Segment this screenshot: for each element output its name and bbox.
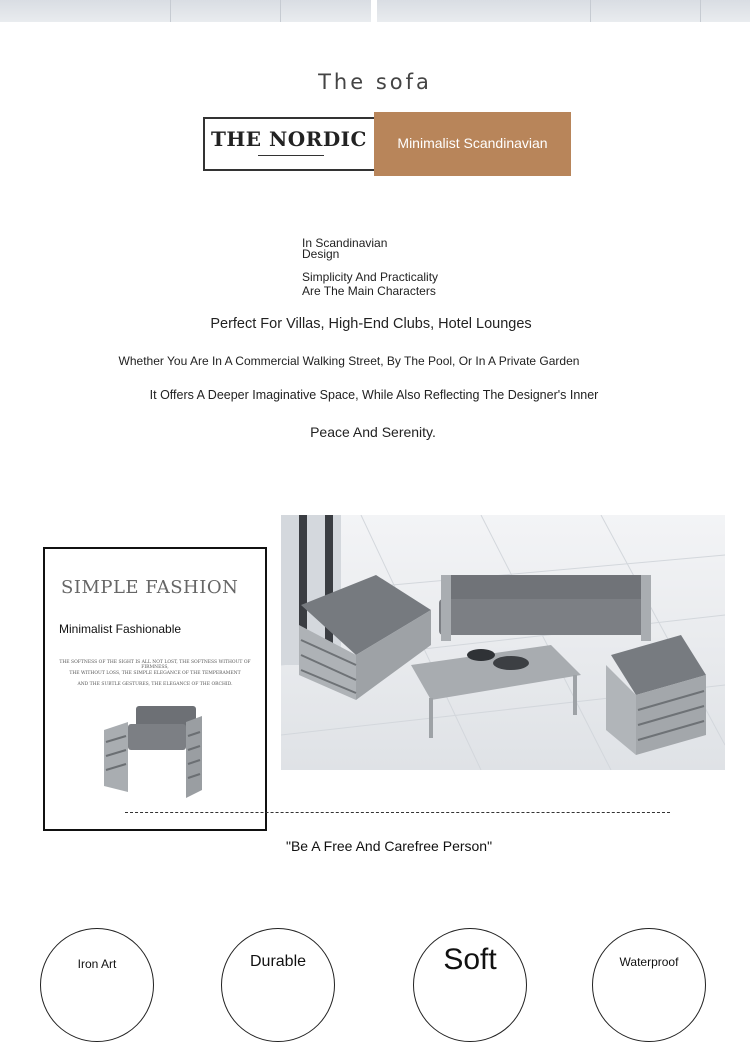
card-subtitle: Minimalist Fashionable — [59, 622, 182, 636]
card-fine-print-2: THE WITHOUT LOSS, THE SIMPLE ELEGANCE OF THE TEMPERAMENT — [69, 671, 241, 676]
top-photo-strip — [0, 0, 750, 22]
floor-tile — [60, 0, 171, 22]
floor-tile — [170, 0, 281, 22]
feature-label-iron-art: Iron Art — [77, 957, 117, 971]
sofa-set-illustration — [281, 515, 725, 770]
floor-tile — [590, 0, 701, 22]
nordic-badge-text: THE NORDIC — [211, 127, 367, 151]
floor-tile — [480, 0, 591, 22]
intro-line-1b: Design — [302, 247, 340, 261]
paragraph-3: Peace And Serenity. — [310, 424, 436, 440]
armchair-illustration — [100, 700, 210, 800]
feature-label-waterproof: Waterproof — [619, 955, 679, 969]
quote-text: "Be A Free And Carefree Person" — [286, 838, 493, 854]
scandinavian-badge-text: Minimalist Scandinavian — [397, 135, 548, 151]
paragraph-2: It Offers A Deeper Imaginative Space, While Also Reflecting The Designer's Inner — [149, 388, 599, 402]
paragraph-1: Whether You Are In A Commercial Walking Street, By The Pool, Or In A Private Garden — [118, 354, 580, 368]
page-title: The sofa — [318, 70, 432, 94]
dashed-divider — [125, 812, 670, 813]
strip-divider — [371, 0, 377, 22]
feature-circle-waterproof — [592, 928, 706, 1042]
sofa-set-photo — [281, 515, 725, 770]
feature-circle-durable — [221, 928, 335, 1042]
intro-line-2b: Are The Main Characters — [302, 284, 436, 298]
card-fine-print-1: THE SOFTNESS OF THE SIGHT IS ALL NOT LOST, THE SOFTNESS WITHOUT OF FIRMNESS, — [59, 660, 251, 670]
feature-label-soft: Soft — [443, 943, 497, 976]
feature-label-durable: Durable — [249, 953, 307, 970]
card-fine-print-3: AND THE SUBTLE GESTURES, THE ELEGANCE OF THE ORCHID. — [77, 682, 233, 687]
intro-line-1a: In Scandinavian — [302, 236, 388, 250]
intro-line-2a: Simplicity And Practicality — [302, 270, 439, 284]
headline: Perfect For Villas, High-End Clubs, Hotel Lounges — [210, 316, 532, 332]
nordic-underline — [258, 155, 324, 156]
card-title: SIMPLE FASHION — [61, 577, 239, 598]
feature-circle-iron-art — [40, 928, 154, 1042]
